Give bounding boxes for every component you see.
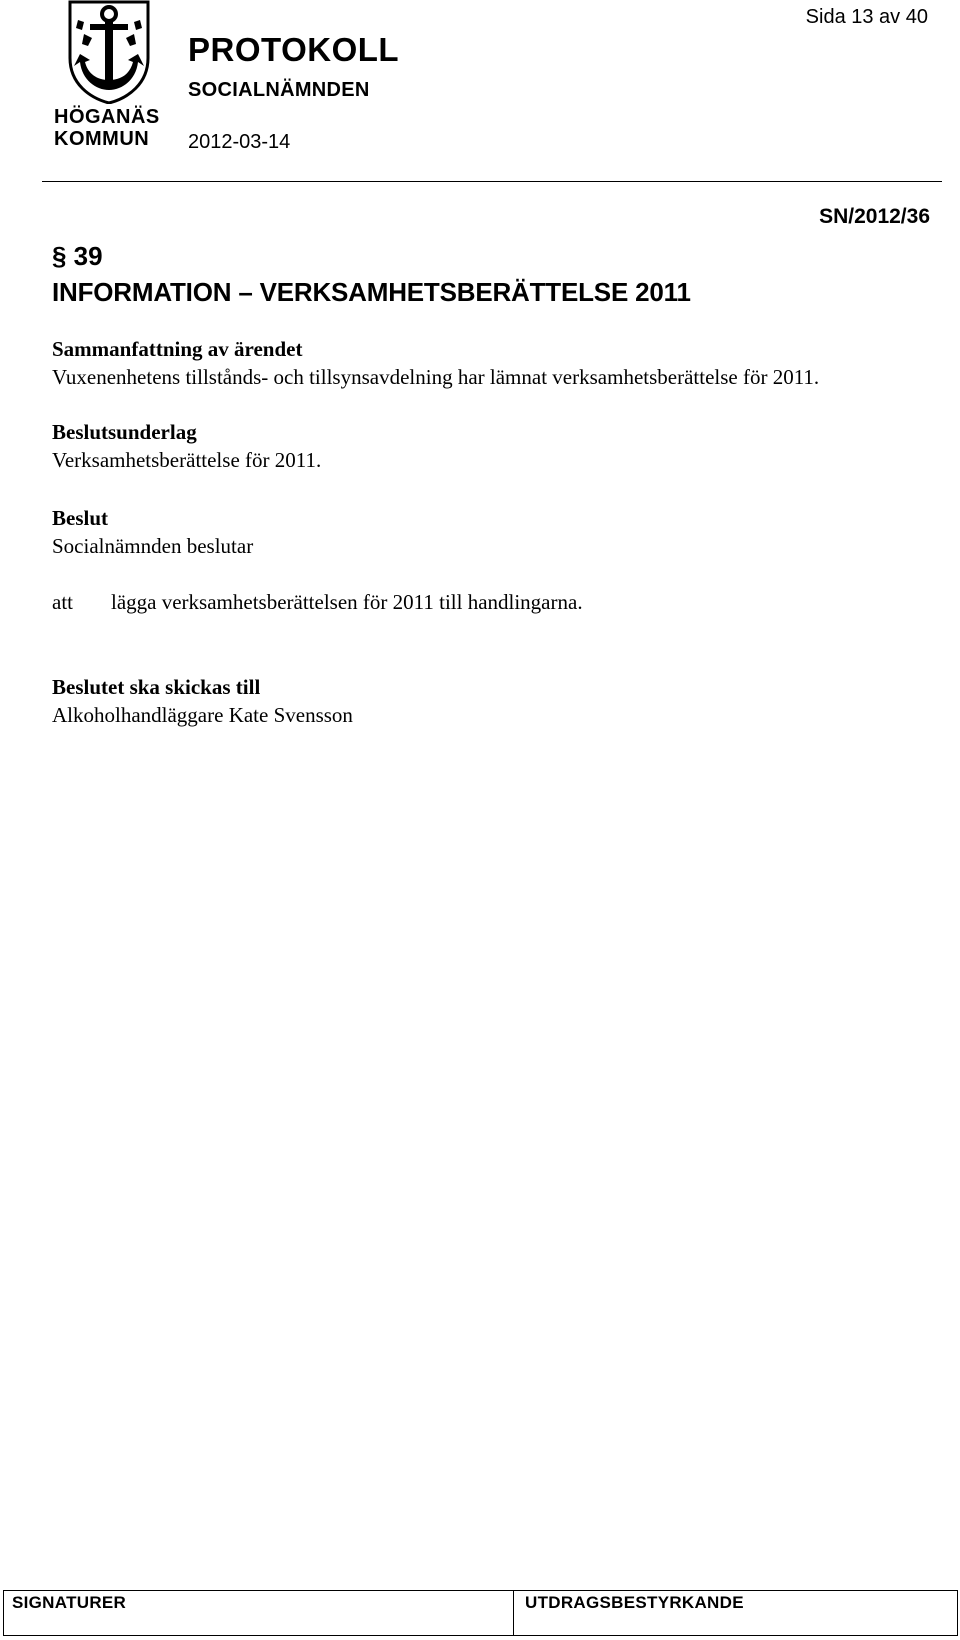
committee-name: SOCIALNÄMNDEN (188, 79, 370, 101)
summary-heading: Sammanfattning av ärendet (52, 337, 303, 361)
municipality-name-line1: HÖGANÄS (54, 106, 160, 128)
section-title: INFORMATION – VERKSAMHETSBERÄTTELSE 2011 (52, 277, 691, 307)
decision-intro: Socialnämnden beslutar (52, 534, 254, 558)
anchor-coat-of-arms-icon (66, 0, 152, 104)
meeting-date: 2012-03-14 (188, 131, 291, 153)
document-type: PROTOKOLL (188, 31, 400, 68)
header-divider (42, 181, 942, 182)
municipality-name (54, 106, 174, 150)
decision-heading: Beslut (52, 506, 109, 530)
signatures-label: SIGNATURER (12, 1593, 127, 1612)
recipients-text: Alkoholhandläggare Kate Svensson (52, 703, 353, 727)
basis-text: Verksamhetsberättelse för 2011. (52, 448, 322, 472)
basis-heading: Beslutsunderlag (52, 420, 197, 444)
page-number: Sida 13 av 40 (805, 6, 928, 28)
summary-text: Vuxenenhetens tillstånds- och tillsynsavdelning har lämnat verksamhetsberättelse för 2011. (52, 365, 820, 389)
decision-text: lägga verksamhetsberättelsen för 2011 till handlingarna. (111, 590, 583, 614)
municipality-name-line2: KOMMUN (54, 128, 150, 150)
case-number: SN/2012/36 (819, 205, 930, 228)
recipients-heading: Beslutet ska skickas till (52, 675, 261, 699)
decision-att-label: att (52, 590, 73, 614)
signature-box (3, 1590, 958, 1636)
certification-label: UTDRAGSBESTYRKANDE (525, 1593, 744, 1612)
signature-box-divider (513, 1590, 514, 1636)
section-number: § 39 (52, 241, 103, 271)
